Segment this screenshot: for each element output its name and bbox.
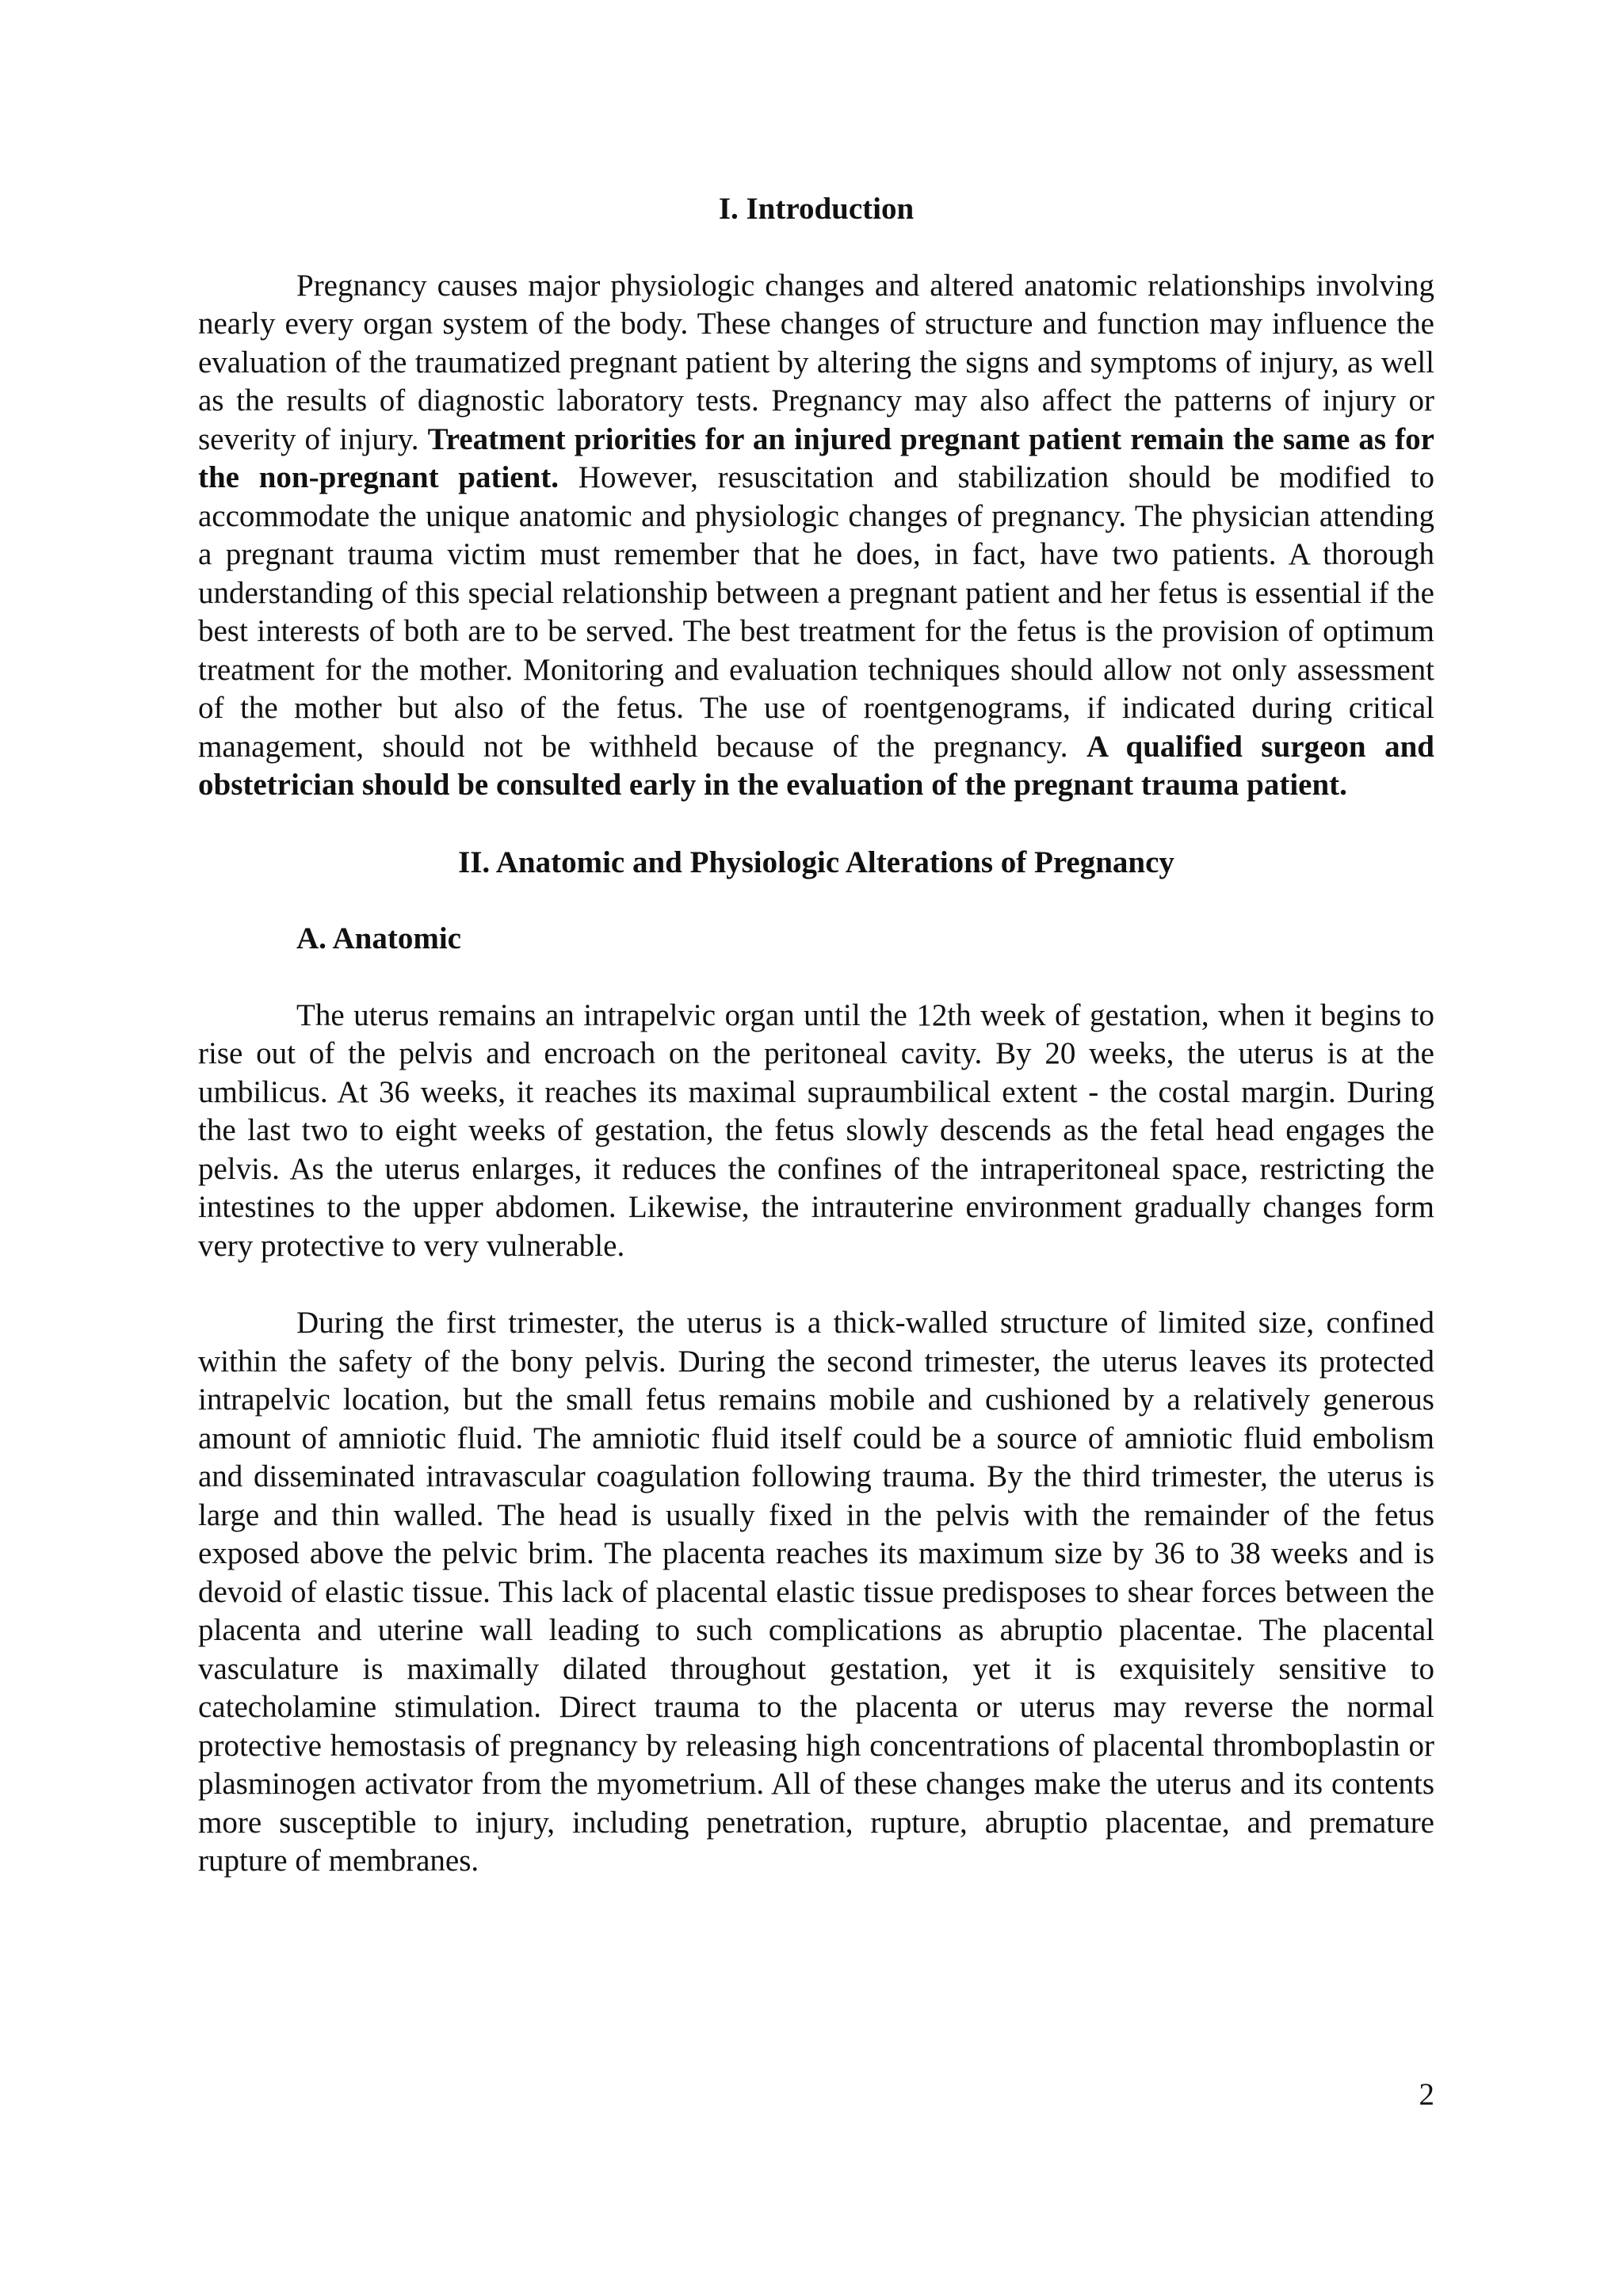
- spacer: [198, 229, 1434, 267]
- spacer: [198, 805, 1434, 844]
- spacer: [198, 882, 1434, 920]
- section-heading-introduction: I. Introduction: [718, 192, 915, 226]
- paragraph-text: However, resuscitation and stabilization should be modified to accommodate the unique anatomic and physiologic changes of pregnancy. The physician attending a pregnant trauma victim must remember that he does, in fact, have two patients. A thorough understanding of this special relationship between a pregnant patient and her fetus is essential if the best interests of both are to be served. The best treatment for the fetus is the provision of optimum treatment for the mother. Monitoring and evaluation techniques should allow not only assessment of the mother but also of the fetus. The use of roentgenograms, if indicated during critical management, should not be withheld because of the pregnancy.: [198, 460, 1435, 764]
- section-heading-alterations: II. Anatomic and Physiologic Alterations of Pregnancy: [458, 845, 1174, 879]
- paragraph-anatomic-2: During the first trimester, the uterus is a thick-walled structure of limited size, confined within the safety of the bony pelvis. During the second trimester, the uterus leaves its protected intrapelvic location, but the small fetus remains mobile and cushioned by a relatively generous amount of amniotic fluid. The amniotic fluid itself could be a source of amniotic fluid embolism and disseminated intravascular coagulation following trauma. By the third trimester, the uterus is large and thin walled. The head is usually fixed in the pelvis with the remainder of the fetus exposed above the pelvic brim. The placenta reaches its maximum size by 36 to 38 weeks and is devoid of elastic tissue. This lack of placental elastic tissue predisposes to shear forces between the placenta and uterine wall leading to such complications as abruptio placentae. The placental vasculature is maximally dilated throughout gestation, yet it is exquisitely sensitive to catecholamine stimulation. Direct trauma to the placenta or uterus may reverse the normal protective hemostasis of pregnancy by releasing high concentrations of placental thromboplastin or plasminogen activator from the myometrium. All of these changes make the uterus and its contents more susceptible to injury, including penetration, rupture, abruptio placentae, and premature rupture of membranes.: [198, 1306, 1434, 1878]
- paragraph-text: Pregnancy causes major physiologic changes and altered anatomic relationships involving nearly every organ system of the body. These changes of structure and function may influence the evaluation of the traumatized pregnant patient by altering the signs and symptoms of injury, as well as the results of diagnostic laboratory tests. Pregnancy may also affect the patterns of injury or severity of injury.: [198, 268, 1434, 456]
- page-number: 2: [1419, 2077, 1434, 2111]
- subsection-heading-anatomic: A. Anatomic: [296, 921, 461, 955]
- emphasis-text: A qualified surgeon and obstetrician should be consulted early in the evaluation of the pregnant trauma patient.: [198, 729, 1434, 802]
- emphasis-text: Treatment priorities for an injured pregnant patient remain the same as for the non-pregnant patient.: [198, 421, 1434, 494]
- page-content: [198, 190, 1434, 1881]
- spacer: [198, 1265, 1434, 1304]
- paragraph-introduction: [198, 267, 1434, 805]
- spacer: [198, 959, 1434, 997]
- paragraph-anatomic-1: The uterus remains an intrapelvic organ until the 12th week of gestation, when it begins to rise out of the pelvis and encroach on the peritoneal cavity. By 20 weeks, the uterus is at the umbilicus. At 36 weeks, it reaches its maximal supraumbilical extent - the costal margin. During the last two to eight weeks of gestation, the fetus slowly descends as the fetal head engages the pelvis. As the uterus enlarges, it reduces the confines of the intraperitoneal space, restricting the intestines to the upper abdomen. Likewise, the intrauterine environment gradually changes form very protective to very vulnerable.: [198, 997, 1434, 1263]
